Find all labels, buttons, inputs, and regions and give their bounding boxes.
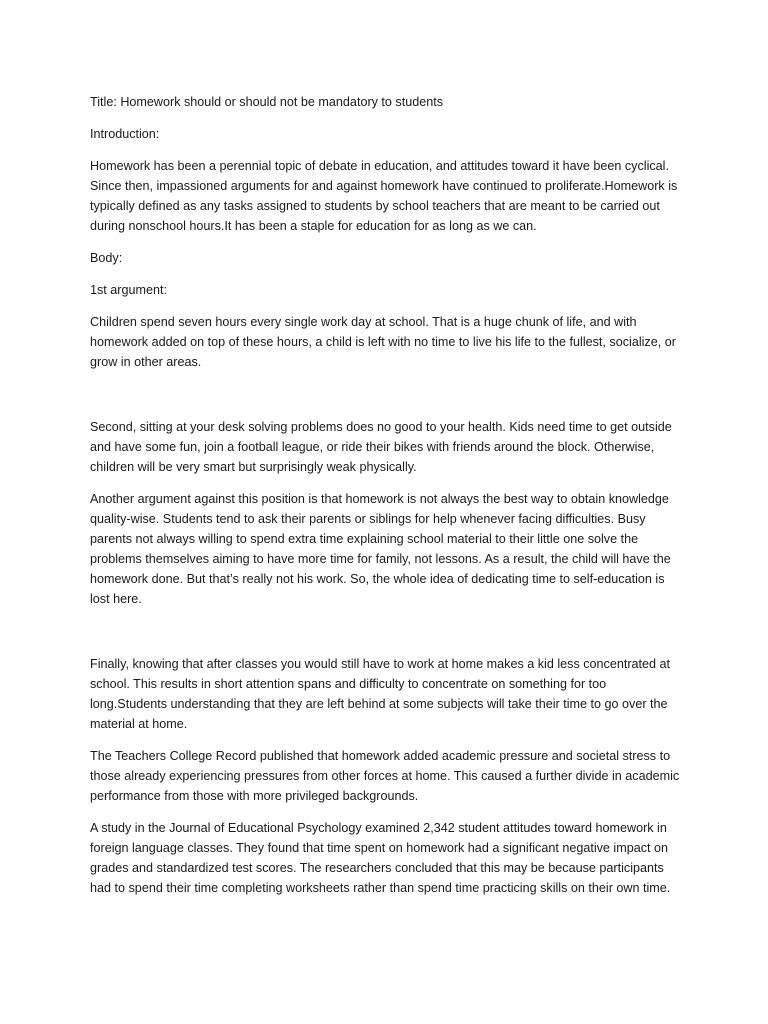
document-title: Title: Homework should or should not be mandatory to students (90, 95, 444, 109)
argument-heading: 1st argument: (90, 283, 168, 297)
paragraph-journal-study: A study in the Journal of Educational Psychology examined 2,342 student attitudes toward homework in foreign language classes. They found that time spent on homework had a significant negative impact on grades and standardized test scores. The researchers concluded that this may be because participants had to spend their time completing worksheets rather than spend time practicing skills on their own time. (90, 821, 671, 895)
paragraph-health: Second, sitting at your desk solving problems does no good to your health. Kids need time to get outside and have some fun, join a football league, or ride their bikes with friends around the block. Otherwise, children will be very smart but surprisingly weak physically. (90, 420, 672, 474)
paragraph-teachers-college-record: The Teachers College Record published that homework added academic pressure and societal stress to those already experiencing pressures from other forces at home. This caused a further divide in academic performance from those with more privileged backgrounds. (90, 749, 680, 803)
paragraph-first-argument: Children spend seven hours every single work day at school. That is a huge chunk of life, and with homework added on top of these hours, a child is left with no time to live his life to the fullest, socialize, or grow in other areas. (90, 315, 676, 369)
body-heading: Body: (90, 251, 123, 265)
paragraph-concentration: Finally, knowing that after classes you would still have to work at home makes a kid less concentrated at school. This results in short attention spans and difficulty to concentrate on something for too long.Students understanding that they are left behind at some subjects will take their time to go over the material at home. (90, 657, 671, 731)
paragraph-knowledge-quality: Another argument against this position is that homework is not always the best way to obtain knowledge quality-wise. Students tend to ask their parents or siblings for help whenever facing difficulties. Busy parents not always willing to spend extra time explaining school material to their little one solve the problems themselves aiming to have more time for family, not lessons. As a result, the child will have the homework done. But that’s really not his work. So, the whole idea of dedicating time to self-education is lost here. (90, 492, 671, 606)
document-body (90, 92, 680, 910)
introduction-heading: Introduction: (90, 127, 160, 141)
introduction-paragraph: Homework has been a perennial topic of debate in education, and attitudes toward it have been cyclical. Since then, impassioned arguments for and against homework have continued to proliferate.Homework is typically defined as any tasks assigned to students by school teachers that are meant to be carried out during nonschool hours.It has been a staple for education for as long as we can. (90, 159, 678, 233)
